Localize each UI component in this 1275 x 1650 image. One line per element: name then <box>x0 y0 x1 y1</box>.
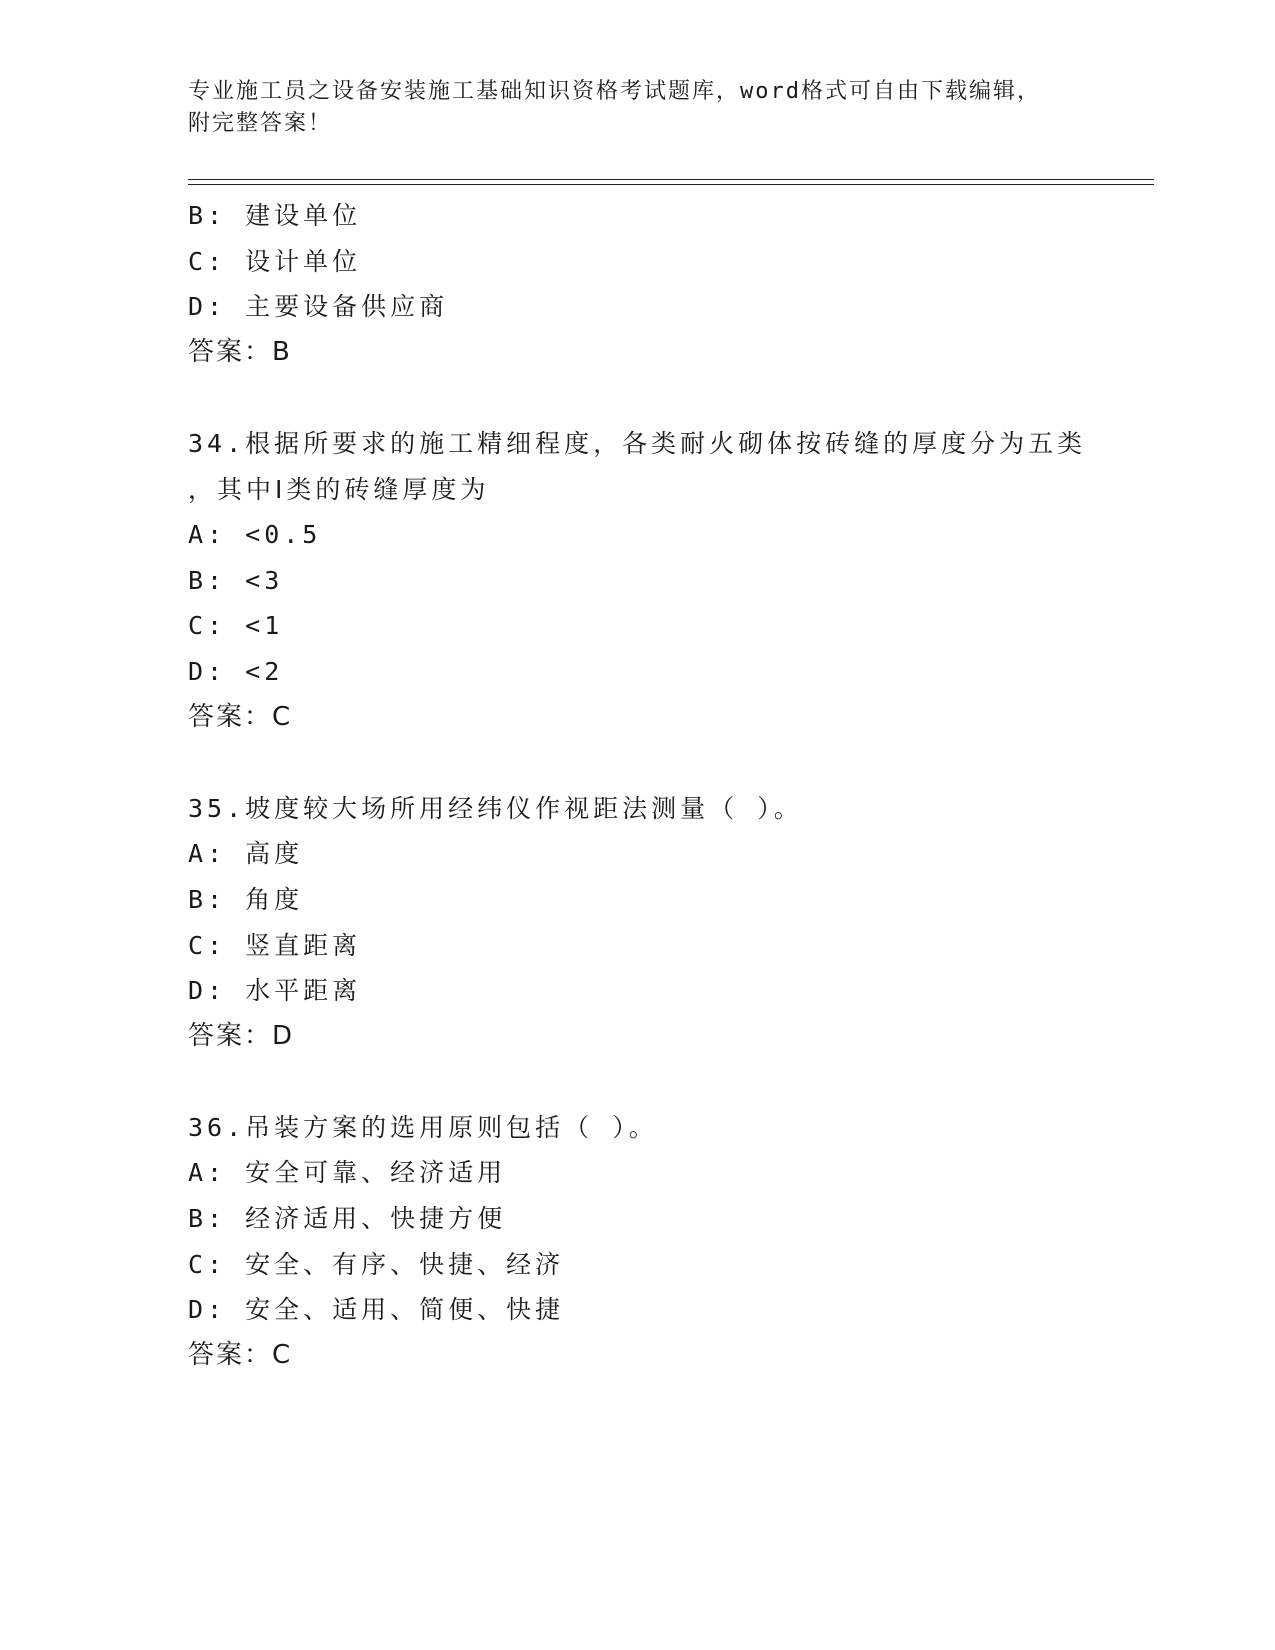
question-stem: 34.根据所要求的施工精细程度，各类耐火砌体按砖缝的厚度分为五类 <box>188 428 1087 458</box>
question-stem: 36.吊装方案的选用原则包括（ ）。 <box>188 1112 658 1142</box>
question-spacer <box>188 740 1138 786</box>
question-stem-continued: ，其中Ⅰ类的砖缝厚度为 <box>188 474 490 504</box>
option-c: C: 设计单位 <box>188 246 362 276</box>
option-b: B: 建设单位 <box>188 201 362 230</box>
option-c: C: <1 <box>188 611 284 641</box>
answer-line: 答案：B <box>188 336 292 367</box>
option-d: D: <2 <box>188 656 284 686</box>
option-d: D: 安全、适用、简便、快捷 <box>188 1295 565 1325</box>
option-b: B: 经济适用、快捷方便 <box>188 1204 507 1234</box>
question-stem: 35.坡度较大场所用经纬仪作视距法测量（ ）。 <box>188 793 803 823</box>
header-divider-bottom <box>188 184 1154 185</box>
option-b: B: 角度 <box>188 884 304 914</box>
header-title-line-2: 附完整答案！ <box>188 111 333 136</box>
header-title-line-1: 专业施工员之设备安装施工基础知识资格考试题库，word格式可自由下载编辑， <box>188 79 1041 104</box>
document-header <box>188 76 1088 140</box>
option-d: D: 水平距离 <box>188 976 362 1006</box>
question-36 <box>188 1105 1138 1379</box>
option-a: A: <0.5 <box>188 520 322 550</box>
option-b: B: <3 <box>188 565 284 595</box>
question-list <box>188 193 1138 1378</box>
option-a: A: 高度 <box>188 839 304 869</box>
answer-line: 答案：D <box>188 1020 295 1051</box>
option-d: D: 主要设备供应商 <box>188 292 449 322</box>
answer-line: 答案：C <box>188 1339 293 1370</box>
question-34 <box>188 421 1138 740</box>
question-33-continuation <box>188 193 1138 375</box>
option-a: A: 安全可靠、经济适用 <box>188 1158 507 1188</box>
question-35 <box>188 786 1138 1060</box>
question-spacer <box>188 1059 1138 1105</box>
question-spacer <box>188 375 1138 421</box>
option-c: C: 安全、有序、快捷、经济 <box>188 1249 565 1279</box>
answer-line: 答案：C <box>188 701 293 732</box>
option-c: C: 竖直距离 <box>188 930 362 960</box>
header-divider-top <box>188 179 1154 180</box>
